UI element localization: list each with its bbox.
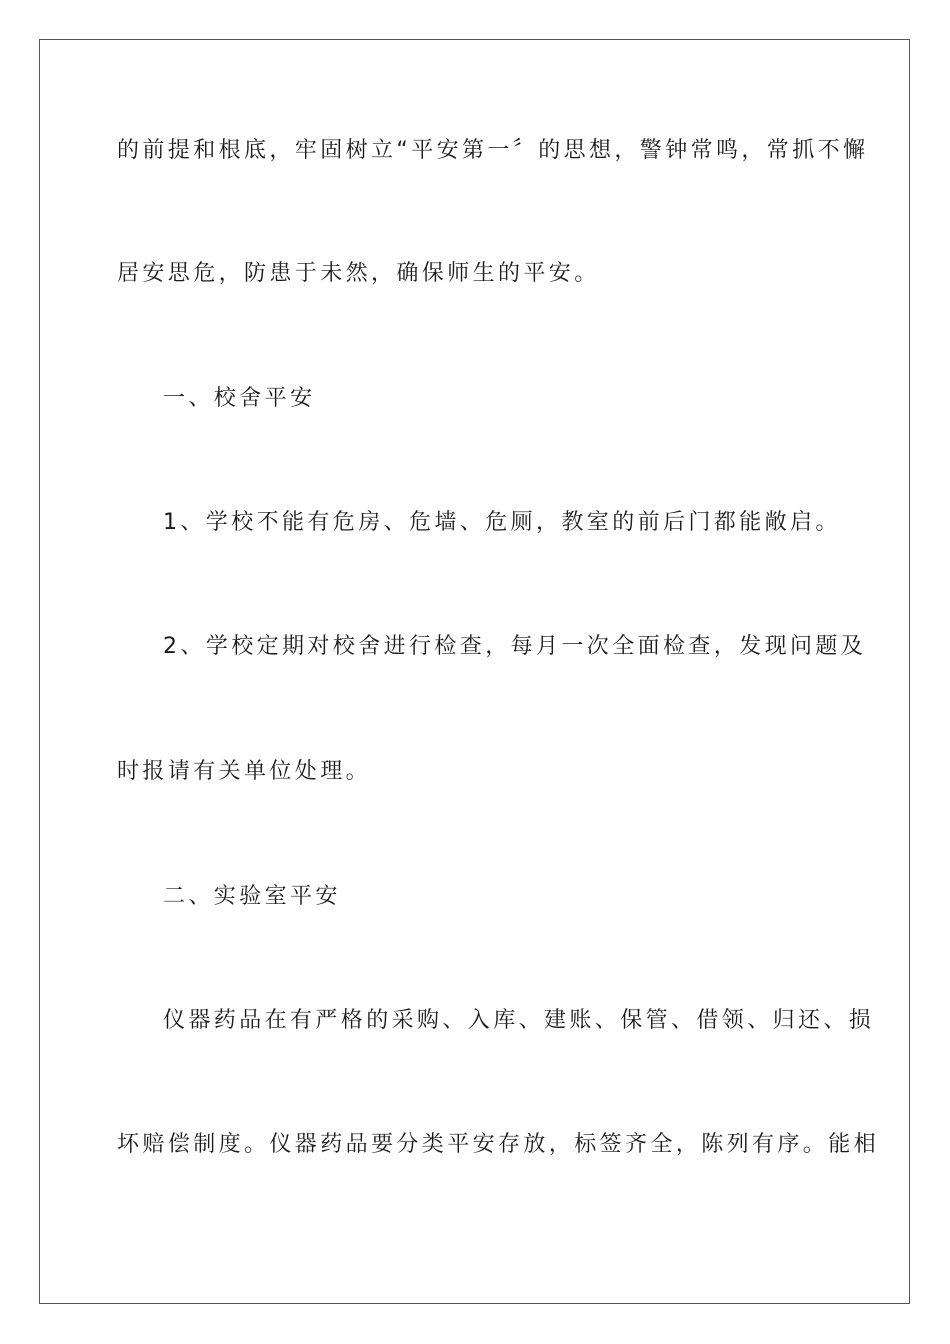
- text-line-6: 仪器药品在有严格的采购、入库、建账、保管、借领、归还、损: [163, 1008, 875, 1033]
- section-heading-1: 一、校舍平安: [163, 386, 316, 411]
- text-line-4: 2、学校定期对校舍进行检查，每月一次全面检查，发现问题及: [163, 634, 867, 659]
- text-line-2: 居安思危，防患于未然，确保师生的平安。: [117, 261, 600, 286]
- section-heading-2: 二、实验室平安: [163, 884, 341, 909]
- text-line-5: 时报请有关单位处理。: [117, 759, 372, 784]
- text-line-7: 坏赔偿制度。仪器药品要分类平安存放，标签齐全，陈列有序。能相: [117, 1132, 880, 1157]
- page-border: [39, 39, 910, 1304]
- text-line-3: 1、学校不能有危房、危墙、危厕，教室的前后门都能敞启。: [163, 510, 841, 535]
- text-line-1: 的前提和根底，牢固树立“平安第一〞的思想，警钟常鸣，常抓不懈: [117, 138, 869, 163]
